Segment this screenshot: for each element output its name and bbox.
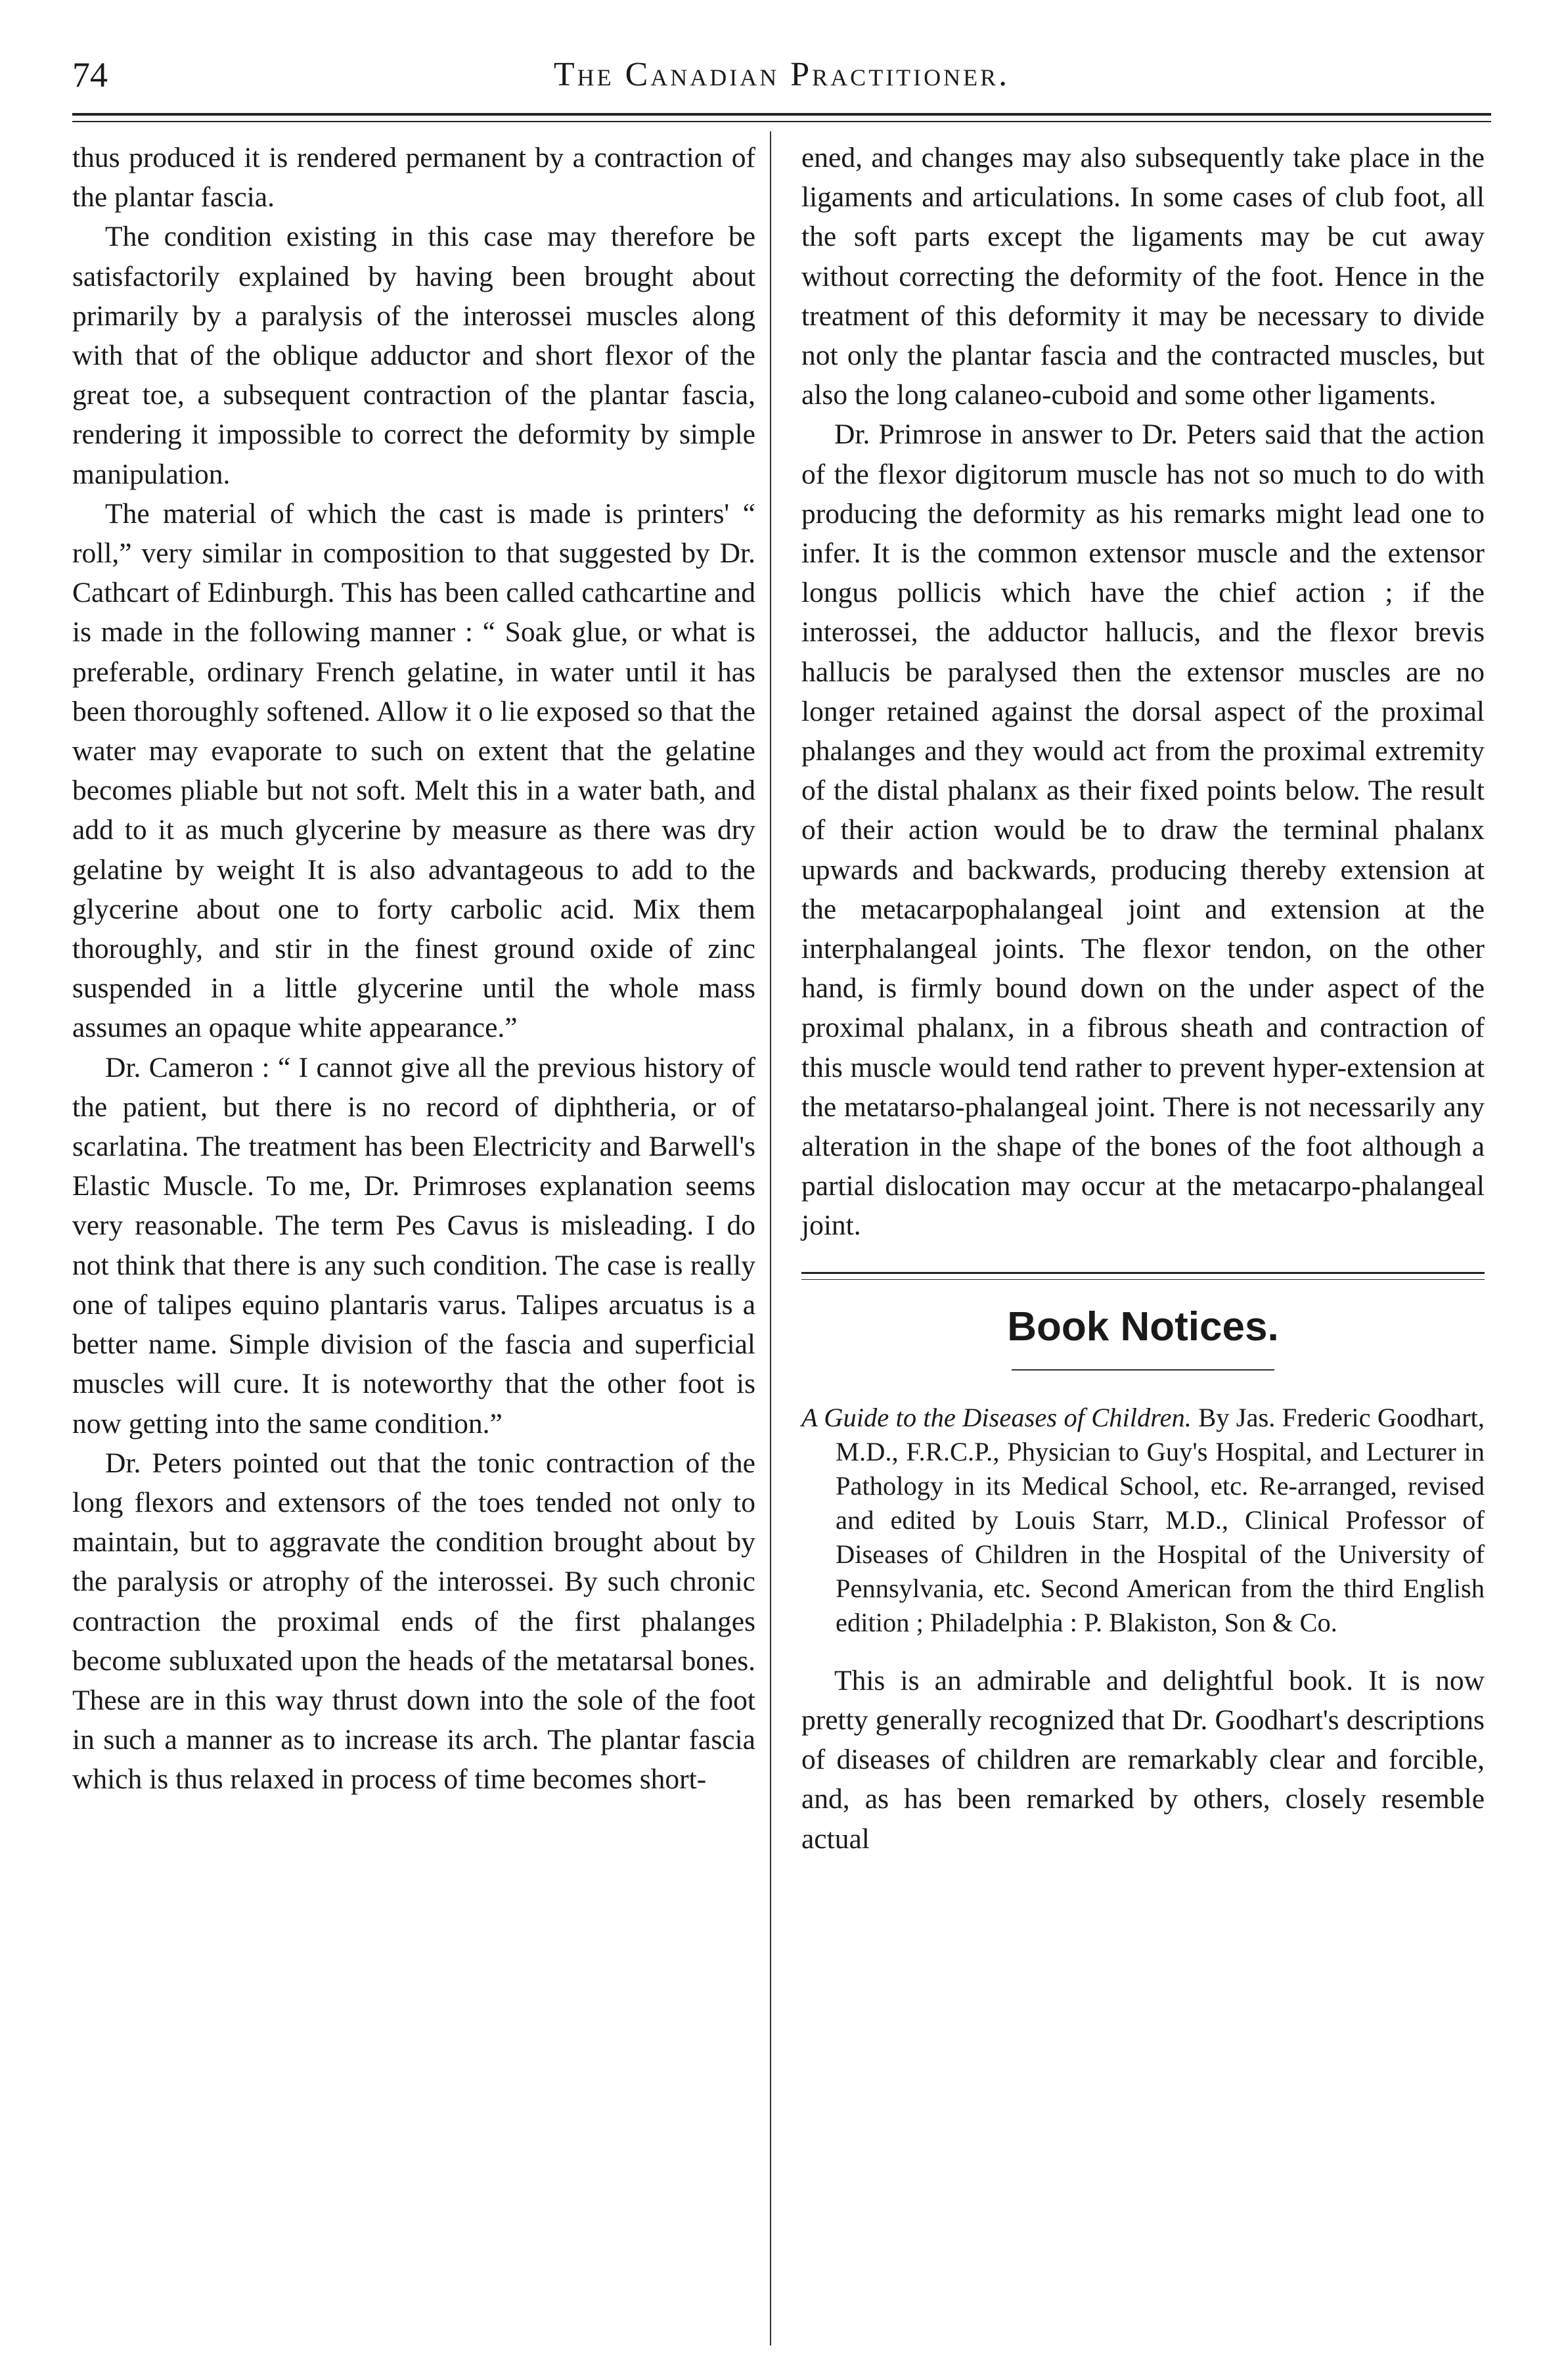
paragraph-continuation: thus produced it is rendered permanent by a contraction of the plantar fascia. <box>72 142 755 214</box>
paragraph-dr-cameron: Dr. Cameron : “ I cannot give all the previous history of the patient, but there is no record of diphtheria, or of scarlatina. The treatment has been Electricity and Barwell's Elastic Muscle. To me, Dr. Primroses explanation seems very reasonable. The term Pes Cavus is misleading. I do not think that there is any such condition. The case is really one of talipes equino plantaris varus. Talipes arcuatus is a better name. Simple division of the fascia and superficial muscles will cure. It is noteworthy that the other foot is now getting into the same condition.” <box>72 1051 755 1440</box>
paragraph-review: This is an admirable and delightful book. It is now pretty generally recognized that Dr. Goodhart's descriptions of diseases of children are remarkably clear and forcible, and, as has been remarked by others, closely resemble actual <box>801 1664 1485 1855</box>
section-rule-top-thin <box>801 1279 1485 1280</box>
page-number: 74 <box>72 55 108 95</box>
column-divider <box>770 131 771 2346</box>
left-column <box>72 138 755 1800</box>
paragraph-dr-peters: Dr. Peters pointed out that the tonic contraction of the long flexors and extensors of the toes tended not only to maintain, but to aggravate the condition brought about by the paralysis or atrophy of the interossei. By such chronic contraction the proximal ends of the first phalanges become subluxated upon the heads of the metatarsal bones. These are in this way thrust down into the sole of the foot in such a manner as to increase its arch. The plantar fascia which is thus relaxed in process of time becomes short- <box>72 1447 755 1796</box>
header-rule-thin <box>72 121 1491 122</box>
paragraph-cast-material: The material of which the cast is made is printers' “ roll,” very similar in composition to that suggested by Dr. Cathcart of Edinburgh. This has been called cathcartine and is made in the following manner : “ Soak glue, or what is preferable, ordinary French gelatine, in water until it has been thoroughly softened. Allow it o lie exposed so that the water may evaporate to such on extent that the gelatine becomes pliable but not soft. Melt this in a water bath, and add to it as much glycerine by measure as there was dry gelatine by weight It is also advantageous to add to the glycerine about one to forty carbolic acid. Mix them thoroughly, and stir in the finest ground oxide of zinc suspended in a little glycerine until the whole mass assumes an opaque white appearance.” <box>72 497 755 1044</box>
paragraph-condition-explained: The condition existing in this case may therefore be satisfactorily explained by having been brought about primarily by a paralysis of the interossei muscles along with that of the oblique adductor and short flexor of the great toe, a subsequent contraction of the plantar fascia, rendering it impossible to correct the deformity by simple manipulation. <box>72 221 755 490</box>
paragraph-ligaments: ened, and changes may also subsequently take place in the ligaments and articulations. In some cases of club foot, all the soft parts except the ligaments may be cut away without correcting the deformity of the foot. Hence in the treatment of this deformity it may be necessary to divide not only the plantar fascia and the contracted muscles, but also the long calaneo-cuboid and some other ligaments. <box>801 142 1485 411</box>
section-rule-top <box>801 1272 1485 1274</box>
running-title: The Canadian Practitioner. <box>553 56 1010 93</box>
right-column <box>801 138 1485 1859</box>
book-details: By Jas. Frederic Goodhart, M.D., F.R.C.P., Physician to Guy's Hospital, and Lecturer in Pathology in its Medical School, etc. Re-arranged, revised and edited by Louis Starr, M.D., Clinical Professor of Diseases of Children in the Hospital of the University of Pennsylvania, etc. Second American from the third English edition ; Philadelphia : P. Blakiston, Son & Co. <box>836 1402 1485 1637</box>
book-title: A Guide to the Diseases of Children. <box>801 1402 1192 1432</box>
paragraph-dr-primrose: Dr. Primrose in answer to Dr. Peters said that the action of the flexor digitorum muscle has not so much to do with producing the deformity as his remarks might lead one to infer. It is the common extensor muscle and the extensor longus pollicis which have the chief action ; if the interossei, the adductor hallucis, and the flexor brevis hallucis be paralysed then the extensor muscles are no longer retained against the dorsal aspect of the proximal phalanges and they would act from the proximal extremity of the distal phalanx as their fixed points below. The result of their action would be to draw the terminal phalanx upwards and backwards, producing thereby extension at the metacarpophalangeal joint and extension at the interphalangeal joints. The flexor tendon, on the other hand, is firmly bound down on the under aspect of the proximal phalanx, in a fibrous sheath and contraction of this muscle would tend rather to prevent hyper-extension at the metatarso-phalangeal joint. There is not necessarily any alteration in the shape of the bones of the foot although a partial dislocation may occur at the metacarpo-phalangeal joint. <box>801 419 1485 1242</box>
section-heading-book-notices: Book Notices. <box>1007 1304 1279 1349</box>
header-rule-thick <box>72 113 1491 116</box>
page-header <box>72 42 1491 108</box>
book-entry <box>801 1401 1485 1640</box>
heading-underline <box>1012 1369 1274 1371</box>
